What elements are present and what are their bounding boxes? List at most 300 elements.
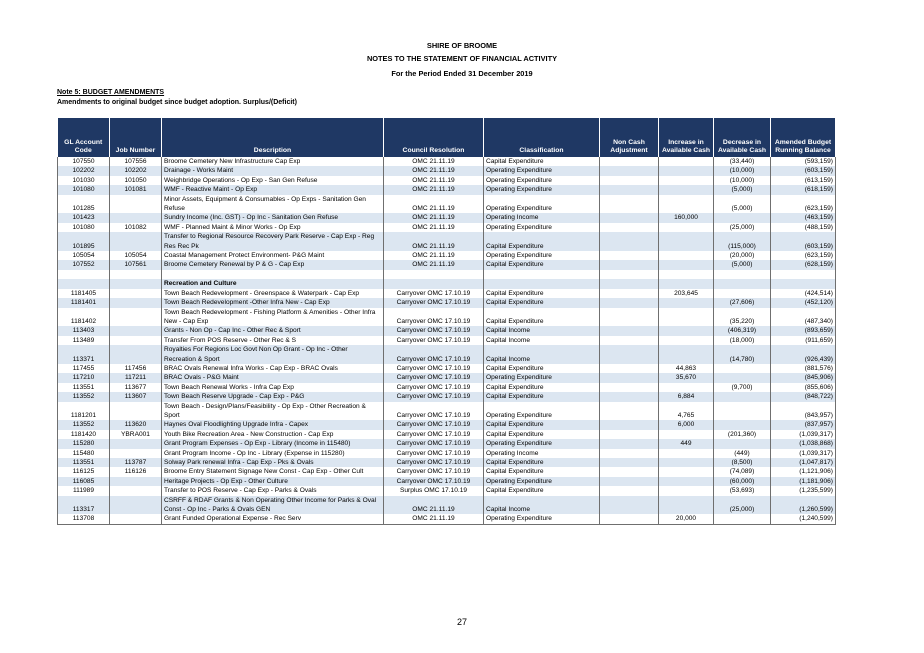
non-cash-cell — [600, 383, 659, 392]
job-number-cell — [110, 345, 162, 364]
council-resolution-cell — [384, 270, 484, 279]
job-number-cell: 101082 — [110, 223, 162, 232]
description-cell: Broome Cemetery Renewal by P & G - Cap Exp — [162, 260, 384, 269]
decrease-cash-cell: (74,089) — [714, 467, 771, 476]
running-balance-cell: (1,240,599) — [771, 514, 836, 524]
col-header-non-cash: Non Cash Adjustment — [600, 118, 659, 157]
classification-cell: Capital Expenditure — [484, 298, 600, 307]
classification-cell: Operating Expenditure — [484, 439, 600, 448]
non-cash-cell — [600, 298, 659, 307]
non-cash-cell — [600, 477, 659, 486]
non-cash-cell — [600, 289, 659, 298]
decrease-cash-cell: (449) — [714, 449, 771, 458]
col-header-running-balance: Amended Budget Running Balance — [771, 118, 836, 157]
non-cash-cell — [600, 458, 659, 467]
description-cell: Coastal Management Protect Environment- P&G Maint — [162, 251, 384, 260]
table-row — [58, 326, 836, 335]
decrease-cash-cell — [714, 392, 771, 401]
classification-cell: Capital Expenditure — [484, 467, 600, 476]
council-resolution-cell: OMC 21.11.19 — [384, 213, 484, 222]
description-cell: WMF - Planned Maint & Minor Works - Op Exp — [162, 223, 384, 232]
gl-account-cell: 113552 — [58, 420, 110, 429]
non-cash-cell — [600, 157, 659, 166]
gl-account-cell: 101285 — [58, 195, 110, 214]
classification-cell: Capital Expenditure — [484, 486, 600, 495]
job-number-cell — [110, 486, 162, 495]
non-cash-cell — [600, 420, 659, 429]
table-body — [58, 157, 836, 524]
col-header-decrease-cash: Decrease in Available Cash — [714, 118, 771, 157]
job-number-cell — [110, 477, 162, 486]
running-balance-cell: (1,047,817) — [771, 458, 836, 467]
job-number-cell: 101050 — [110, 176, 162, 185]
description-cell: Town Beach Redevelopment - Fishing Platform & Amenities - Other Infra New - Cap Exp — [162, 308, 384, 327]
job-number-cell — [110, 326, 162, 335]
non-cash-cell — [600, 449, 659, 458]
table-row — [58, 251, 836, 260]
report-entity-title: SHIRE OF BROOME — [426, 41, 498, 50]
decrease-cash-cell: (8,500) — [714, 458, 771, 467]
decrease-cash-cell: (35,220) — [714, 308, 771, 327]
increase-cash-cell — [659, 477, 714, 486]
table-row — [58, 166, 836, 175]
job-number-cell — [110, 270, 162, 279]
council-resolution-cell: OMC 21.11.19 — [384, 185, 484, 194]
decrease-cash-cell: (25,000) — [714, 496, 771, 515]
running-balance-cell: (618,159) — [771, 185, 836, 194]
col-header-increase-cash: Increase in Available Cash — [659, 118, 714, 157]
gl-account-cell: 101030 — [58, 176, 110, 185]
job-number-cell: YBRA001 — [110, 430, 162, 439]
decrease-cash-cell: (20,000) — [714, 251, 771, 260]
table-row — [58, 383, 836, 392]
running-balance-cell: (926,439) — [771, 345, 836, 364]
decrease-cash-cell — [714, 439, 771, 448]
increase-cash-cell — [659, 383, 714, 392]
table-row — [58, 223, 836, 232]
running-balance-cell: (848,722) — [771, 392, 836, 401]
job-number-cell: 116126 — [110, 467, 162, 476]
running-balance-cell: (1,039,317) — [771, 430, 836, 439]
running-balance-cell: (1,181,906) — [771, 477, 836, 486]
decrease-cash-cell: (18,000) — [714, 336, 771, 345]
col-header-gl-account: GL Account Code — [58, 118, 110, 157]
classification-cell: Capital Expenditure — [484, 383, 600, 392]
council-resolution-cell: Carryover OMC 17.10.19 — [384, 430, 484, 439]
col-header-classification: Classification — [484, 118, 600, 157]
increase-cash-cell — [659, 467, 714, 476]
council-resolution-cell: Carryover OMC 17.10.19 — [384, 308, 484, 327]
classification-cell: Capital Expenditure — [484, 364, 600, 373]
description-cell: Haynes Oval Floodlighting Upgrade Infra - Capex — [162, 420, 384, 429]
decrease-cash-cell — [714, 213, 771, 222]
non-cash-cell — [600, 496, 659, 515]
job-number-cell — [110, 514, 162, 524]
description-cell — [162, 270, 384, 279]
job-number-cell — [110, 449, 162, 458]
description-cell: Broome Cemetery New Infrastructure Cap Exp — [162, 157, 384, 166]
classification-cell: Capital Income — [484, 336, 600, 345]
table-row — [58, 345, 836, 364]
non-cash-cell — [600, 213, 659, 222]
description-cell: BRAC Ovals Renewal Infra Works - Cap Exp - BRAC Ovals — [162, 364, 384, 373]
council-resolution-cell: OMC 21.11.19 — [384, 195, 484, 214]
classification-cell: Operating Expenditure — [484, 185, 600, 194]
running-balance-cell: (603,159) — [771, 166, 836, 175]
non-cash-cell — [600, 270, 659, 279]
running-balance-cell: (1,121,906) — [771, 467, 836, 476]
classification-cell: Capital Expenditure — [484, 392, 600, 401]
gl-account-cell: 105054 — [58, 251, 110, 260]
job-number-cell: 107561 — [110, 260, 162, 269]
classification-cell: Capital Expenditure — [484, 420, 600, 429]
council-resolution-cell: Carryover OMC 17.10.19 — [384, 392, 484, 401]
running-balance-cell: (613,159) — [771, 176, 836, 185]
non-cash-cell — [600, 402, 659, 421]
increase-cash-cell — [659, 279, 714, 288]
job-number-cell: 101081 — [110, 185, 162, 194]
non-cash-cell — [600, 223, 659, 232]
table-row — [58, 364, 836, 373]
increase-cash-cell — [659, 232, 714, 251]
gl-account-cell: 115480 — [58, 449, 110, 458]
council-resolution-cell: OMC 21.11.19 — [384, 514, 484, 524]
non-cash-cell — [600, 392, 659, 401]
increase-cash-cell — [659, 326, 714, 335]
job-number-cell — [110, 298, 162, 307]
classification-cell: Operating Income — [484, 449, 600, 458]
running-balance-cell: (837,957) — [771, 420, 836, 429]
description-cell: Town Beach Redevelopment - Greenspace & Waterpark - Cap Exp — [162, 289, 384, 298]
description-cell: Minor Assets, Equipment & Consumables - Op Exps - Sanitation Gen Refuse — [162, 195, 384, 214]
gl-account-cell: 1181201 — [58, 402, 110, 421]
increase-cash-cell — [659, 166, 714, 175]
increase-cash-cell — [659, 486, 714, 495]
gl-account-cell: 101423 — [58, 213, 110, 222]
description-cell: Weighbridge Operations - Op Exp - San Gen Refuse — [162, 176, 384, 185]
gl-account-cell: 111989 — [58, 486, 110, 495]
description-cell: Heritage Projects - Op Exp - Other Culture — [162, 477, 384, 486]
description-cell: Recreation and Culture — [162, 279, 384, 288]
decrease-cash-cell: (10,000) — [714, 166, 771, 175]
table-row — [58, 402, 836, 421]
increase-cash-cell — [659, 251, 714, 260]
decrease-cash-cell: (27,606) — [714, 298, 771, 307]
decrease-cash-cell: (5,000) — [714, 195, 771, 214]
table-row — [58, 298, 836, 307]
decrease-cash-cell: (33,440) — [714, 157, 771, 166]
running-balance-cell: (845,906) — [771, 373, 836, 382]
decrease-cash-cell — [714, 289, 771, 298]
council-resolution-cell: OMC 21.11.19 — [384, 157, 484, 166]
non-cash-cell — [600, 232, 659, 251]
council-resolution-cell: OMC 21.11.19 — [384, 251, 484, 260]
table-row — [58, 373, 836, 382]
job-number-cell: 113787 — [110, 458, 162, 467]
job-number-cell: 105054 — [110, 251, 162, 260]
gl-account-cell: 113403 — [58, 326, 110, 335]
table-row — [58, 176, 836, 185]
classification-cell: Operating Expenditure — [484, 176, 600, 185]
gl-account-cell: 113489 — [58, 336, 110, 345]
classification-cell: Capital Expenditure — [484, 458, 600, 467]
table-row — [58, 514, 836, 524]
running-balance-cell: (623,159) — [771, 251, 836, 260]
increase-cash-cell — [659, 449, 714, 458]
table-row — [58, 439, 836, 448]
table-row — [58, 458, 836, 467]
description-cell: Grants - Non Op - Cap Inc - Other Rec & Sport — [162, 326, 384, 335]
council-resolution-cell: OMC 21.11.19 — [384, 496, 484, 515]
gl-account-cell: 113552 — [58, 392, 110, 401]
page-number: 27 — [456, 617, 467, 627]
council-resolution-cell: Carryover OMC 17.10.19 — [384, 364, 484, 373]
decrease-cash-cell: (406,319) — [714, 326, 771, 335]
increase-cash-cell — [659, 270, 714, 279]
increase-cash-cell: 20,000 — [659, 514, 714, 524]
increase-cash-cell — [659, 223, 714, 232]
table-row — [58, 279, 836, 288]
running-balance-cell: (881,576) — [771, 364, 836, 373]
decrease-cash-cell: (5,000) — [714, 260, 771, 269]
council-resolution-cell: Carryover OMC 17.10.19 — [384, 373, 484, 382]
table-row — [58, 420, 836, 429]
budget-amendments-table-wrapper — [57, 118, 835, 525]
running-balance-cell: (1,235,599) — [771, 486, 836, 495]
gl-account-cell: 107550 — [58, 157, 110, 166]
description-cell: Transfer From POS Reserve - Other Rec & S — [162, 336, 384, 345]
council-resolution-cell: Carryover OMC 17.10.19 — [384, 477, 484, 486]
increase-cash-cell — [659, 157, 714, 166]
non-cash-cell — [600, 195, 659, 214]
classification-cell: Capital Income — [484, 496, 600, 515]
description-cell: Town Beach Renewal Works - Infra Cap Exp — [162, 383, 384, 392]
table-row — [58, 232, 836, 251]
non-cash-cell — [600, 364, 659, 373]
running-balance-cell: (603,159) — [771, 232, 836, 251]
classification-cell: Operating Income — [484, 213, 600, 222]
running-balance-cell: (463,159) — [771, 213, 836, 222]
increase-cash-cell — [659, 345, 714, 364]
council-resolution-cell: OMC 21.11.19 — [384, 223, 484, 232]
table-row — [58, 195, 836, 214]
gl-account-cell: 107552 — [58, 260, 110, 269]
table-row — [58, 467, 836, 476]
gl-account-cell — [58, 279, 110, 288]
classification-cell: Capital Expenditure — [484, 430, 600, 439]
increase-cash-cell — [659, 308, 714, 327]
description-cell: Town Beach Reserve Upgrade - Cap Exp - P&G — [162, 392, 384, 401]
running-balance-cell: (628,159) — [771, 260, 836, 269]
running-balance-cell: (843,957) — [771, 402, 836, 421]
gl-account-cell: 113371 — [58, 345, 110, 364]
job-number-cell: 113677 — [110, 383, 162, 392]
non-cash-cell — [600, 326, 659, 335]
description-cell: Sundry Income (Inc. GST) - Op Inc - Sanitation Gen Refuse — [162, 213, 384, 222]
gl-account-cell: 1181420 — [58, 430, 110, 439]
table-row — [58, 213, 836, 222]
job-number-cell: 102202 — [110, 166, 162, 175]
table-row — [58, 392, 836, 401]
increase-cash-cell: 449 — [659, 439, 714, 448]
gl-account-cell: 101080 — [58, 223, 110, 232]
description-cell: Town Beach - Design/Plans/Feasibility - Op Exp - Other Recreation & Sport — [162, 402, 384, 421]
classification-cell: Operating Expenditure — [484, 402, 600, 421]
running-balance-cell: (1,038,868) — [771, 439, 836, 448]
gl-account-cell: 101895 — [58, 232, 110, 251]
job-number-cell — [110, 289, 162, 298]
increase-cash-cell — [659, 458, 714, 467]
table-row — [58, 185, 836, 194]
decrease-cash-cell — [714, 514, 771, 524]
description-cell: CSRFF & RDAF Grants & Non Operating Other Income for Parks & Oval Const - Op Inc - Parks & Ovals GEN — [162, 496, 384, 515]
running-balance-cell: (855,606) — [771, 383, 836, 392]
non-cash-cell — [600, 166, 659, 175]
non-cash-cell — [600, 467, 659, 476]
job-number-cell: 113607 — [110, 392, 162, 401]
increase-cash-cell: 35,670 — [659, 373, 714, 382]
classification-cell: Capital Expenditure — [484, 157, 600, 166]
note-subtitle: Amendments to original budget since budget adoption. Surplus/(Deficit) — [57, 99, 297, 106]
decrease-cash-cell: (10,000) — [714, 176, 771, 185]
running-balance-cell: (1,039,317) — [771, 449, 836, 458]
gl-account-cell: 1181402 — [58, 308, 110, 327]
council-resolution-cell: Carryover OMC 17.10.19 — [384, 289, 484, 298]
non-cash-cell — [600, 514, 659, 524]
classification-cell: Operating Expenditure — [484, 477, 600, 486]
table-row — [58, 496, 836, 515]
council-resolution-cell: Carryover OMC 17.10.19 — [384, 458, 484, 467]
council-resolution-cell: Carryover OMC 17.10.19 — [384, 298, 484, 307]
decrease-cash-cell — [714, 279, 771, 288]
description-cell: Drainage - Works Maint — [162, 166, 384, 175]
classification-cell — [484, 270, 600, 279]
running-balance-cell: (424,514) — [771, 289, 836, 298]
running-balance-cell: (1,260,599) — [771, 496, 836, 515]
classification-cell: Operating Expenditure — [484, 223, 600, 232]
table-header-row — [58, 118, 836, 157]
decrease-cash-cell — [714, 420, 771, 429]
classification-cell: Capital Income — [484, 345, 600, 364]
classification-cell: Operating Expenditure — [484, 514, 600, 524]
table-row — [58, 336, 836, 345]
council-resolution-cell — [384, 279, 484, 288]
decrease-cash-cell: (201,360) — [714, 430, 771, 439]
council-resolution-cell: Carryover OMC 17.10.19 — [384, 383, 484, 392]
increase-cash-cell: 6,000 — [659, 420, 714, 429]
council-resolution-cell: Carryover OMC 17.10.19 — [384, 420, 484, 429]
job-number-cell — [110, 402, 162, 421]
job-number-cell — [110, 213, 162, 222]
table-row — [58, 270, 836, 279]
report-period: For the Period Ended 31 December 2019 — [391, 69, 533, 78]
description-cell: WMF - Reactive Maint - Op Exp — [162, 185, 384, 194]
decrease-cash-cell: (53,693) — [714, 486, 771, 495]
classification-cell: Operating Expenditure — [484, 251, 600, 260]
running-balance-cell: (893,659) — [771, 326, 836, 335]
non-cash-cell — [600, 373, 659, 382]
non-cash-cell — [600, 430, 659, 439]
table-row — [58, 157, 836, 166]
gl-account-cell: 1181405 — [58, 289, 110, 298]
increase-cash-cell: 4,765 — [659, 402, 714, 421]
gl-account-cell — [58, 270, 110, 279]
job-number-cell — [110, 336, 162, 345]
non-cash-cell — [600, 260, 659, 269]
gl-account-cell: 102202 — [58, 166, 110, 175]
increase-cash-cell: 6,884 — [659, 392, 714, 401]
decrease-cash-cell: (14,780) — [714, 345, 771, 364]
council-resolution-cell: Carryover OMC 17.10.19 — [384, 402, 484, 421]
classification-cell: Capital Expenditure — [484, 289, 600, 298]
table-row — [58, 308, 836, 327]
job-number-cell — [110, 496, 162, 515]
council-resolution-cell: Carryover OMC 17.10.19 — [384, 439, 484, 448]
gl-account-cell: 115280 — [58, 439, 110, 448]
running-balance-cell: (911,659) — [771, 336, 836, 345]
council-resolution-cell: OMC 21.11.19 — [384, 232, 484, 251]
gl-account-cell: 113551 — [58, 458, 110, 467]
job-number-cell: 107556 — [110, 157, 162, 166]
non-cash-cell — [600, 345, 659, 364]
table-row — [58, 430, 836, 439]
increase-cash-cell — [659, 298, 714, 307]
running-balance-cell — [771, 279, 836, 288]
decrease-cash-cell: (9,700) — [714, 383, 771, 392]
description-cell: Grant Program Expenses - Op Exp - Library (Income in 115480) — [162, 439, 384, 448]
description-cell: Youth Bike Recreation Area - New Construction - Cap Exp — [162, 430, 384, 439]
decrease-cash-cell: (60,000) — [714, 477, 771, 486]
increase-cash-cell — [659, 176, 714, 185]
col-header-council-resolution: Council Resolution — [384, 118, 484, 157]
note-title: Note 5: BUDGET AMENDMENTS — [57, 89, 165, 96]
description-cell: Town Beach Redevelopment -Other Infra New - Cap Exp — [162, 298, 384, 307]
classification-cell: Capital Expenditure — [484, 232, 600, 251]
council-resolution-cell: OMC 21.11.19 — [384, 176, 484, 185]
classification-cell: Capital Expenditure — [484, 308, 600, 327]
increase-cash-cell — [659, 260, 714, 269]
non-cash-cell — [600, 439, 659, 448]
decrease-cash-cell: (5,000) — [714, 185, 771, 194]
report-title: NOTES TO THE STATEMENT OF FINANCIAL ACTIVITY — [366, 54, 558, 63]
council-resolution-cell: Carryover OMC 17.10.19 — [384, 336, 484, 345]
table-row — [58, 449, 836, 458]
increase-cash-cell: 203,645 — [659, 289, 714, 298]
running-balance-cell: (452,120) — [771, 298, 836, 307]
increase-cash-cell — [659, 195, 714, 214]
decrease-cash-cell — [714, 402, 771, 421]
col-header-job-number: Job Number — [110, 118, 162, 157]
council-resolution-cell: Surplus OMC 17.10.19 — [384, 486, 484, 495]
increase-cash-cell — [659, 430, 714, 439]
running-balance-cell: (593,159) — [771, 157, 836, 166]
job-number-cell — [110, 308, 162, 327]
gl-account-cell: 117210 — [58, 373, 110, 382]
gl-account-cell: 113708 — [58, 514, 110, 524]
description-cell: Solway Park renewal Infra - Cap Exp - Pks & Ovals — [162, 458, 384, 467]
non-cash-cell — [600, 486, 659, 495]
increase-cash-cell — [659, 336, 714, 345]
increase-cash-cell: 160,000 — [659, 213, 714, 222]
increase-cash-cell — [659, 185, 714, 194]
running-balance-cell: (488,159) — [771, 223, 836, 232]
non-cash-cell — [600, 336, 659, 345]
gl-account-cell: 101080 — [58, 185, 110, 194]
council-resolution-cell: Carryover OMC 17.10.19 — [384, 449, 484, 458]
table-row — [58, 289, 836, 298]
increase-cash-cell: 44,863 — [659, 364, 714, 373]
col-header-description: Description — [162, 118, 384, 157]
